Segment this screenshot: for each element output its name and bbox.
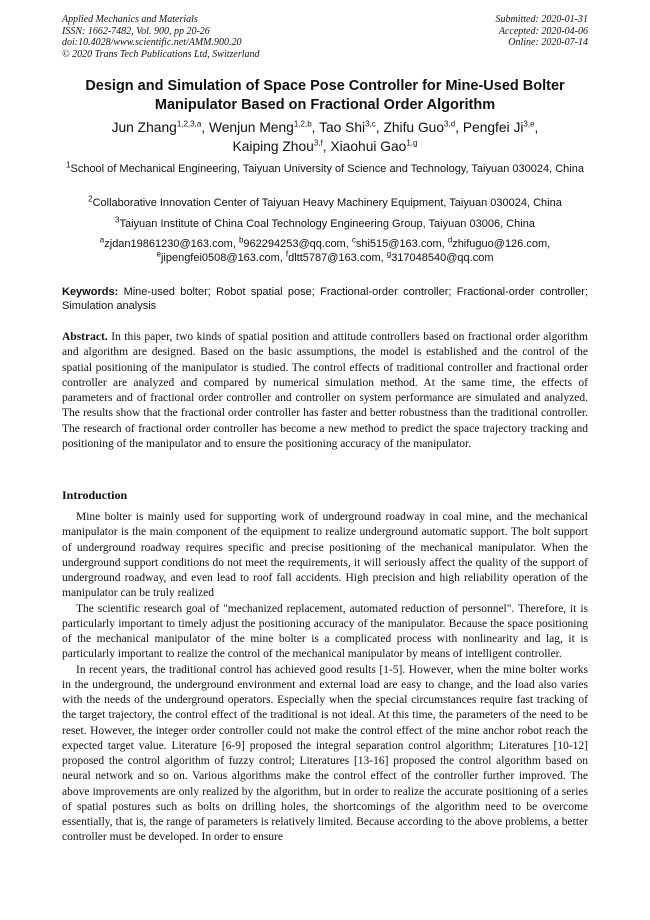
- email-address: jipengfei0508@163.com,: [160, 251, 286, 264]
- abstract-block: [62, 330, 588, 452]
- body-paragraph: Mine bolter is mainly used for supporting work of underground roadway in coal mine, and the mechanical manipulator is the main component of the equipment to realize underground automatic support. The bolt support of underground roadway requires specific and precise positioning of the mechanical manipulator. When the underground support conditions do not meet the requirements, it will seriously affect the quality of the support of underground roadway, and even lead to roof fall accidents. High precision and high reliability operation of the manipulator can be truly realized: [62, 511, 588, 600]
- email-mark: c: [351, 235, 356, 245]
- body-paragraph: In recent years, the traditional control has achieved good results [1-5]. However, when the mine bolter works in the underground, the underground environment and external load are easy to change, and the load also varies with the needs of the underground operators. Especially when the special circumstances require fast tracking of the target trajectory, the control effect of the traditional is not ideal. At this time, the parameters of the need to be reset. However, the integer order controller could not make the control effect of the mine anchor robot reach the expected target value. Literature [6-9] proposed the integral separation control algorithm; Literatures [10-12] proposed the control algorithm of fuzzy control; Literatures [13-16] proposed the control algorithm based on neural network and so on. Various algorithms make the control effect of the controller further improved. The above improvements are only realized by the algorithm, but in order to realize the accurate positioning of a series of spatial postures such as bolts on drilling holes, the shortcomings of the algorithm need to be overcome essentially, that is, the range of parameters is relatively limited. Because according to the above problems, a better controller must be developed. In order to ensure: [62, 663, 588, 844]
- author-line-2: [50, 137, 600, 156]
- email-line-2: [56, 248, 594, 266]
- title-line-1: Design and Simulation of Space Pose Controller for Mine-Used Bolter: [85, 78, 565, 94]
- author-separator: ,: [201, 120, 209, 135]
- author-affiliation-mark: 3,d: [444, 119, 456, 129]
- author-separator: ,: [322, 139, 331, 154]
- title-line-2: Manipulator Based on Fractional Order Algorithm: [154, 97, 496, 113]
- section-heading-introduction: Introduction: [62, 488, 128, 502]
- email-address: zjdan19861230@163.com,: [104, 238, 239, 250]
- author-list: [50, 118, 600, 156]
- affiliation-text: Taiyuan Institute of China Coal Technology Engineering Group, Taiyuan 03006, China: [119, 218, 535, 230]
- email-mark: g: [386, 248, 392, 258]
- journal-doi: doi:10.4028/www.scientific.net/AMM.900.20: [62, 37, 242, 48]
- author-name: Kaiping Zhou: [232, 139, 314, 154]
- author-separator: ,: [311, 120, 320, 135]
- author-separator: ,: [455, 120, 463, 135]
- author-name: Pengfei Ji: [462, 120, 524, 135]
- journal-info: [62, 14, 260, 60]
- introduction-body: [62, 510, 588, 846]
- publication-dates: [496, 14, 589, 49]
- affiliation-2: [56, 194, 594, 211]
- author-name: Zhifu Guo: [383, 120, 445, 135]
- author-emails: [56, 235, 594, 265]
- keywords-block: [62, 286, 588, 313]
- affiliation-text: School of Mechanical Engineering, Taiyuan University of Science and Technology, Taiyuan 030024, China: [70, 163, 584, 175]
- affiliation-number: 1: [66, 160, 71, 170]
- author-affiliation-mark: 1,2,3,a: [176, 119, 202, 129]
- journal-issn: ISSN: 1662-7482, Vol. 900, pp 20-26: [62, 25, 210, 37]
- online-date: Online: 2020-07-14: [508, 37, 588, 48]
- author-affiliation-mark: 1,2,b: [293, 119, 312, 129]
- journal-copyright: © 2020 Trans Tech Publications Ltd, Switzerland: [62, 48, 260, 60]
- email-line-1: [56, 235, 594, 252]
- email-address: 962294253@qq.com,: [243, 238, 352, 250]
- abstract-label: Abstract.: [62, 331, 108, 343]
- affiliation-text: Collaborative Innovation Center of Taiyuan Heavy Machinery Equipment, Taiyuan 030024, China: [92, 197, 562, 209]
- email-mark: b: [238, 235, 244, 245]
- author-affiliation-mark: 3,e: [523, 119, 535, 129]
- email-address: zhifuguo@126.com,: [452, 238, 551, 250]
- journal-name: Applied Mechanics and Materials: [62, 14, 198, 25]
- keywords-text: Mine-used bolter; Robot spatial pose; Fractional-order controller; Fractional-order controller; Simulation analysis: [62, 286, 588, 312]
- email-mark: f: [285, 248, 289, 258]
- paper-title: [50, 77, 600, 115]
- accepted-date: Accepted: 2020-04-06: [498, 25, 588, 37]
- email-address: 317048540@qq.com: [391, 251, 494, 264]
- email-address: dltt5787@163.com,: [288, 251, 387, 264]
- author-name: Wenjun Meng: [208, 120, 294, 135]
- author-name: Tao Shi: [319, 120, 366, 135]
- email-mark: a: [99, 235, 105, 245]
- author-name: Xiaohui Gao: [330, 139, 407, 154]
- author-affiliation-mark: 3,f: [313, 138, 323, 148]
- email-mark: e: [156, 248, 161, 258]
- author-separator: ,: [534, 120, 539, 135]
- author-separator: ,: [375, 120, 384, 135]
- body-paragraph: The scientific research goal of "mechanized replacement, automated reduction of personnel". Therefore, it is particularly important to timely adjust the positioning accuracy of the manipulator. Because the space positioning of the mechanical manipulator of the mine bolter is a complicated process with nonlinearity and lag, it is particularly important to realize the control of the mechanical manipulator by means of intelligent controller.: [62, 602, 588, 661]
- author-line-1: [50, 118, 600, 137]
- affiliation-number: 2: [88, 194, 93, 204]
- email-mark: d: [447, 235, 453, 245]
- email-address: shi515@163.com,: [355, 238, 448, 250]
- affiliation-3: [56, 215, 594, 232]
- submitted-date: Submitted: 2020-01-31: [495, 14, 588, 25]
- author-affiliation-mark: 3,c: [365, 119, 376, 129]
- author-affiliation-mark: 1,g: [406, 138, 418, 148]
- affiliation-number: 3: [115, 215, 120, 225]
- abstract-text: In this paper, two kinds of spatial position and attitude controllers based on fractional order algorithm and algorithm are designed. Based on the basic assumptions, the model is established and the control of the spatial positioning of the manipulator is studied. The control effects of traditional controller and fractional order controller are analyzed and compared by numerical simulation method. At the same time, the effects of parameters and of fractional order controller and controller on system performance are simulated and analyzed. The results show that the fractional order controller has faster and better robustness than the traditional controller. The research of fractional order controller has become a new method to predict the space trajectory tracking and positioning of the manipulator and to ensure the positioning accuracy of the manipulator.: [62, 331, 588, 451]
- keywords-label: Keywords:: [62, 286, 119, 298]
- affiliation-1: [56, 160, 594, 177]
- author-name: Jun Zhang: [111, 120, 177, 135]
